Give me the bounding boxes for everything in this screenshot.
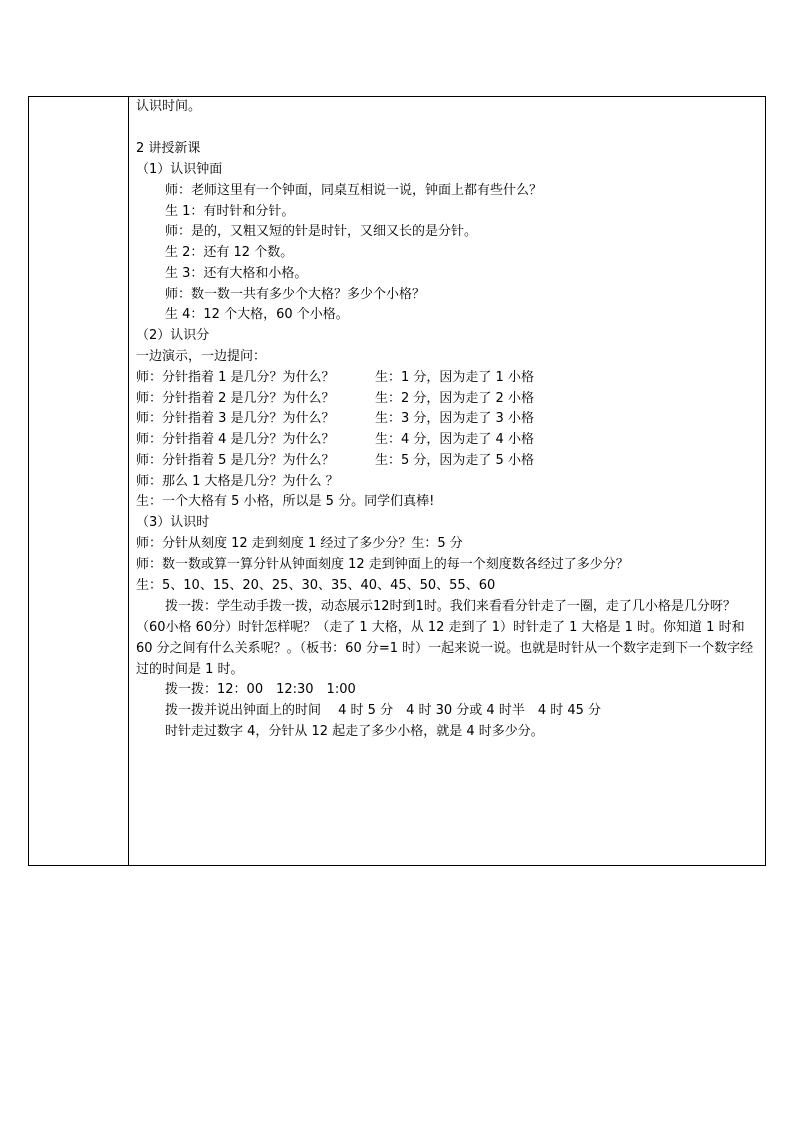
qa-question: 师：分针指着 3 是几分？为什么？ [136, 411, 335, 426]
text-line: 师：数一数或算一算分针从钟面刻度 12 走到钟面上的每一个刻度数各经过了多少分？ [136, 557, 629, 572]
text-line: 生 3：还有大格和小格。 [165, 266, 308, 281]
qa-answer: 生：5 分，因为走了 5 小格 [375, 453, 534, 468]
qa-answer: 生：1 分，因为走了 1 小格 [375, 370, 534, 385]
qa-question: 师：分针指着 5 是几分？为什么？ [136, 453, 335, 468]
qa-question: 师：分针指着 2 是几分？为什么？ [136, 391, 335, 406]
text-line: 师：是的，又粗又短的针是时针，又细又长的是分针。 [165, 224, 478, 239]
paragraph: 拨一拨：学生动手拨一拨，动态展示12时到1时。我们来看看分针走了一圈，走了几小格是几分呀？（60小格 60分）时针怎样呢？（走了 1 大格，从 12 走到了 1）时针走了 1 大格是 1 时。你知道 1 时和 60 分之间有什么关系呢？。（板书：60 分=1 时）一起来说一说。也就是时针从一个数字走到下一个数字经过的时间是 1 时。 [136, 599, 754, 677]
text-line-body: 那么 1 大格是几分？为什么 ？ [162, 474, 339, 489]
section-heading: 2 讲授新课 [136, 141, 201, 156]
subsection-heading: （3）认识时 [136, 515, 210, 530]
text-line: 认识时间。 [136, 99, 202, 114]
text-line: 生 1：有时针和分针。 [165, 204, 295, 219]
qa-answer: 生：3 分，因为走了 3 小格 [375, 411, 534, 426]
text-line: 时针走过数字 4，分针从 12 起走了多少小格，就是 4 时多少分。 [165, 724, 544, 739]
lesson-table [28, 96, 766, 866]
qa-question: 师：分针指着 4 是几分？为什么？ [136, 432, 335, 447]
text-line: 生 2：还有 12 个数。 [165, 245, 294, 260]
text-line: 师：分针从刻度 12 走到刻度 1 经过了多少分？生：5 分 [136, 536, 463, 551]
qa-question: 师：分针指着 1 是几分？为什么？ [136, 370, 335, 385]
text-line: 师：数一数一共有多少个大格？多少个小格？ [165, 287, 426, 302]
qa-row [136, 391, 534, 407]
subsection-heading: （2）认识分 [136, 328, 210, 343]
qa-answer: 生：2 分，因为走了 2 小格 [375, 391, 534, 406]
text-line [136, 474, 339, 490]
qa-row [136, 432, 534, 448]
text-line: 拨一拨：12：00 12:30 1:00 [165, 682, 356, 697]
text-line: 一边演示，一边提问： [136, 349, 267, 364]
qa-row [136, 453, 534, 469]
text-line: 生：5、10、15、20、25、30、35、40、45、50、55、60 [136, 578, 496, 593]
text-line: 拨一拨并说出钟面上的时间 4 时 5 分 4 时 30 分或 4 时半 4 时 45 分 [165, 703, 602, 718]
text-line: 生：一个大格有 5 小格，所以是 5 分。同学们真棒! [136, 494, 435, 509]
qa-answer: 生：4 分，因为走了 4 小格 [375, 432, 534, 447]
text-line: 生 4：12 个大格，60 个小格。 [165, 307, 349, 322]
qa-row [136, 411, 534, 427]
text-line: 师：老师这里有一个钟面，同桌互相说一说，钟面上都有些什么？ [165, 183, 543, 198]
left-column-cell [29, 97, 129, 865]
teacher-prefix: 师： [136, 474, 163, 489]
subsection-heading: （1）认识钟面 [136, 162, 223, 177]
qa-row [136, 370, 534, 386]
